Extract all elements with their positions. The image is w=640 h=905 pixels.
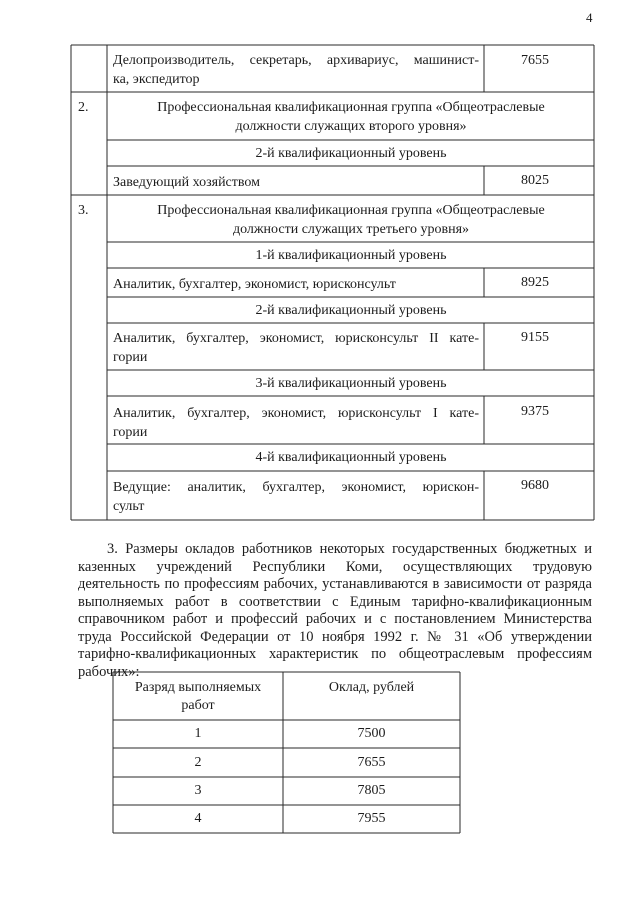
salary-cell: 7805	[357, 783, 386, 798]
position-text	[113, 404, 479, 423]
salary-cell: 7655	[357, 755, 386, 770]
grade-cell: 4	[194, 811, 202, 826]
group-number: 2.	[78, 100, 89, 115]
salary-column-header: Оклад, рублей	[328, 680, 415, 695]
qualification-level: 3-й квалификационный уровень	[255, 376, 447, 391]
position-text-line: гории	[113, 425, 148, 440]
group-title-line: Профессиональная квалификационная группа «Общеотраслевые	[157, 203, 545, 218]
salary-cell: 7955	[357, 811, 386, 826]
salary-value: 8025	[521, 173, 549, 188]
position-text-line: Аналитик, бухгалтер, экономист, юрисконсульт II кате-	[113, 331, 479, 346]
group-number: 3.	[78, 203, 89, 218]
grade-column-header	[113, 679, 283, 715]
position-text: Аналитик, бухгалтер, экономист, юрисконсульт	[113, 277, 396, 292]
salary-value: 7655	[521, 53, 549, 68]
position-text: Заведующий хозяйством	[113, 175, 260, 190]
row-text-line: ка, экспедитор	[113, 72, 200, 87]
salary-cell: 7500	[357, 726, 386, 741]
group-title-line: Профессиональная квалификационная группа «Общеотраслевые	[157, 100, 545, 115]
salary-value: 8925	[521, 275, 549, 290]
row-text-line: Делопроизводитель, секретарь, архивариус, машинист-	[113, 53, 479, 68]
group-title-line: должности служащих третьего уровня»	[232, 222, 470, 237]
qualification-level: 1-й квалификационный уровень	[255, 248, 447, 263]
group-title-line: должности служащих второго уровня»	[235, 119, 467, 134]
qualification-level: 4-й квалификационный уровень	[255, 450, 447, 465]
row-position-clerks	[113, 51, 479, 70]
position-text-line: Ведущие: аналитик, бухгалтер, экономист, юрискон-	[113, 480, 479, 495]
position-text	[113, 478, 479, 497]
qualification-level: 2-й квалификационный уровень	[255, 146, 447, 161]
position-text-line: Аналитик, бухгалтер, экономист, юрисконсульт I кате-	[113, 406, 479, 421]
position-text-line: сульт	[113, 499, 145, 514]
position-text	[113, 329, 479, 348]
header-line: работ	[181, 698, 215, 713]
group-title	[108, 201, 594, 239]
position-text-line: гории	[113, 350, 148, 365]
grade-cell: 1	[194, 726, 202, 741]
group-title	[108, 98, 594, 136]
salary-value: 9680	[521, 478, 549, 493]
grade-cell: 3	[194, 783, 202, 798]
salary-value: 9375	[521, 404, 549, 419]
salary-value: 9155	[521, 330, 549, 345]
qualification-level: 2-й квалификационный уровень	[255, 303, 447, 318]
header-line: Разряд выполняемых	[134, 680, 262, 695]
page-number: 4	[586, 10, 593, 25]
paragraph-3: 3. Размеры окладов работников некоторых государственных бюджетных и казенных учреждений Республики Коми, осуществляющих трудовую деятельность по профессиям рабочих, устанавливаются в зависимости от разряда выполняемых работ в соответствии с Единым тарифно-квалификационным справочником работ и профессий рабочих и с постановлением Министерства труда Российской Федерации от 10 ноября 1992 г. № 31 «Об утверждении тарифно-квалификационных характеристик по общеотраслевым профессиям рабочих»:	[78, 541, 592, 680]
grade-cell: 2	[194, 755, 202, 770]
